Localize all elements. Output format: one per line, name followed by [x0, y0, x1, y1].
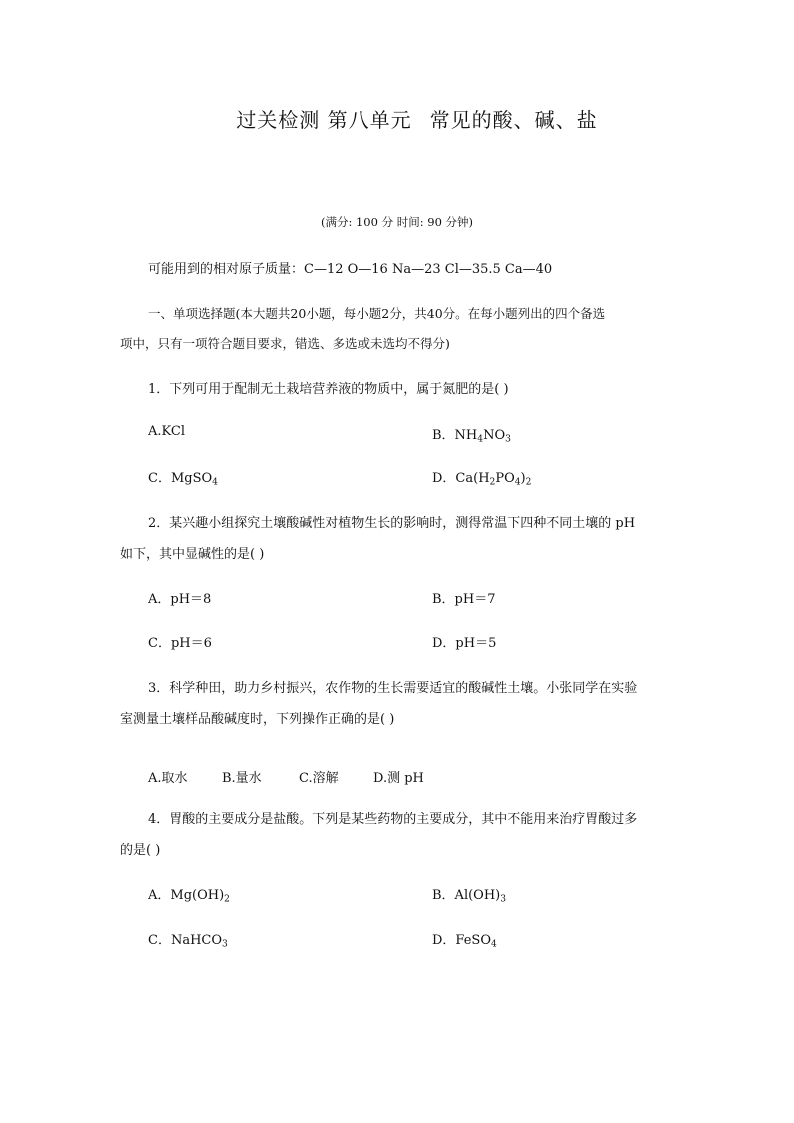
question-2-option-d: D．pH＝5 [432, 636, 497, 651]
question-4-stem-line2: 的是( ) [120, 843, 161, 858]
question-2-option-b: B．pH＝7 [432, 592, 496, 607]
atomic-masses: 可能用到的相对原子质量：C—12 O—16 Na—23 Cl—35.5 Ca—40 [148, 262, 553, 277]
question-1-option-d: D．$Ca(H_2PO_4)_2$ [432, 471, 532, 488]
title-unit: 过关检测 第八单元 [236, 108, 412, 132]
document-title [0, 104, 794, 133]
question-1-option-c: C．MgSO$_4$ [148, 471, 218, 488]
question-1-option-a: A.KCl [148, 424, 185, 439]
question-4-option-b: B．$Al(OH)_3$ [432, 888, 507, 905]
question-3-option-a: A.取水 [148, 771, 188, 786]
question-3-stem-line1: 3．科学种田，助力乡村振兴，农作物的生长需要适宜的酸碱性土壤。小张同学在实验 [148, 681, 638, 696]
section-heading-line1: 一、单项选择题(本大题共20小题，每小题2分，共40分。在每小题列出的四个备选 [148, 306, 606, 321]
question-4-option-d: D．FeSO$_4$ [432, 933, 497, 950]
question-3-option-c: C.溶解 [299, 771, 339, 786]
question-3-stem-line2: 室测量土壤样品酸碱度时，下列操作正确的是( ) [120, 712, 395, 727]
question-1-stem: 1．下列可用于配制无土栽培营养液的物质中，属于氮肥的是( ) [148, 382, 509, 397]
question-3-option-b: B.量水 [222, 771, 262, 786]
score-time-info: (满分: 100 分 时间: 90 分钟) [320, 215, 474, 229]
question-1-option-b: B．$NH_4NO_3$ [432, 428, 511, 445]
question-2-stem-line2: 如下，其中显碱性的是( ) [120, 547, 265, 562]
question-3-option-d: D.测 pH [373, 771, 424, 786]
question-4-option-a: A．$Mg(OH)_2$ [148, 888, 230, 905]
question-2-option-c: C．pH＝6 [148, 636, 212, 651]
question-4-stem-line1: 4．胃酸的主要成分是盐酸。下列是某些药物的主要成分，其中不能用来治疗胃酸过多 [148, 812, 638, 827]
section-heading-line2: 项中，只有一项符合题目要求，错选、多选或未选均不得分) [120, 336, 450, 351]
question-2-option-a: A．pH＝8 [148, 592, 212, 607]
title-topic: 常见的酸、碱、盐 [429, 108, 598, 132]
question-4-option-c: C．NaHCO$_3$ [148, 933, 228, 950]
question-2-stem-line1: 2．某兴趣小组探究土壤酸碱性对植物生长的影响时，测得常温下四种不同土壤的 pH [148, 516, 636, 531]
